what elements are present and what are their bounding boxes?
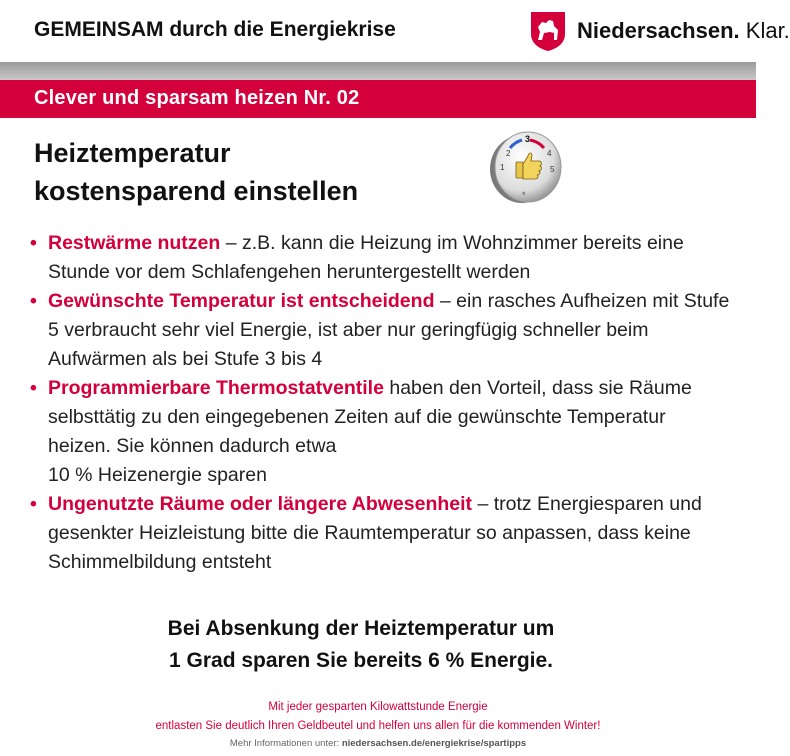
tip-highlight: Programmierbare Thermostatventile [48,377,384,399]
knob-label-3: 3 [525,134,531,144]
list-item [30,229,730,287]
thermostat-thumbs-up-icon [484,126,566,208]
knob-label-2: 2 [506,149,511,158]
footer-line-1: Mit jeder gesparten Kilowattstunde Energie [268,701,488,713]
divider-band [0,62,756,80]
list-item [30,287,730,374]
bullet-dot: • [30,290,37,312]
list-item [30,374,730,490]
tip-text: – trotz Energiesparen und gesenkter Heizleistung bitte die Raumtemperatur so anpassen, dass keine Schimmelbildung entsteht [48,493,702,573]
horse-crest-icon [527,10,569,52]
footer-message [0,698,756,736]
list-item [30,490,730,577]
logo-claim: Klar. [745,18,790,43]
tip-highlight: Ungenutzte Räume oder längere Abwesenheit [48,493,473,515]
more-info-label: Mehr Informationen unter: [229,738,342,749]
conclusion-line-1: Bei Absenkung der Heiztemperatur um [167,617,555,640]
bullet-dot: • [30,377,37,399]
series-banner [0,80,756,118]
knob-label-1: 1 [500,163,505,172]
header-bar [0,0,790,62]
more-info-link[interactable]: niedersachsen.de/energiekrise/spartipps [341,738,527,749]
logo-wordmark [577,18,790,44]
niedersachsen-logo[interactable] [527,10,790,52]
conclusion-line-2: 1 Grad sparen Sie bereits 6 % Energie. [169,649,553,672]
bullet-dot: • [30,232,37,254]
tips-list [30,229,730,577]
logo-name: Niedersachsen. [577,18,740,43]
page-title [34,134,358,210]
footer-line-2: entlasten Sie deutlich Ihren Geldbeutel und helfen uns allen für die kommenden Winter! [155,720,601,732]
bullet-dot: • [30,493,37,515]
title-line-1: Heiztemperatur [34,138,231,168]
tip-text: – z.B. kann die Heizung im Wohnzimmer bereits eine Stunde vor dem Schlafengehen heruntergestellt werden [48,232,684,283]
knob-label-4: 4 [547,149,552,158]
tip-highlight: Gewünschte Temperatur ist entscheidend [48,290,435,312]
series-title: Clever und sparsam heizen Nr. 02 [34,87,360,109]
tip-text: haben den Vorteil, dass sie Räume selbsttätig zu den eingegebenen Zeiten auf die gewünschte Temperatur heizen. Sie können dadurch etwa [48,377,692,457]
tip-text: – ein rasches Aufheizen mit Stufe 5 verbraucht sehr viel Energie, ist aber nur geringfügig schneller beim Aufwärmen als bei Stufe 3 bis 4 [48,290,730,370]
tip-highlight: Restwärme nutzen [48,232,221,254]
title-line-2: kostensparend einstellen [34,176,359,206]
campaign-title: GEMEINSAM durch die Energiekrise [34,18,396,41]
tip-text-savings: 10 % Heizenergie sparen [48,464,267,486]
knob-label-5: 5 [550,165,555,174]
knob-label-frost: * [522,190,526,200]
conclusion-statement [0,613,722,677]
more-info [0,738,756,749]
